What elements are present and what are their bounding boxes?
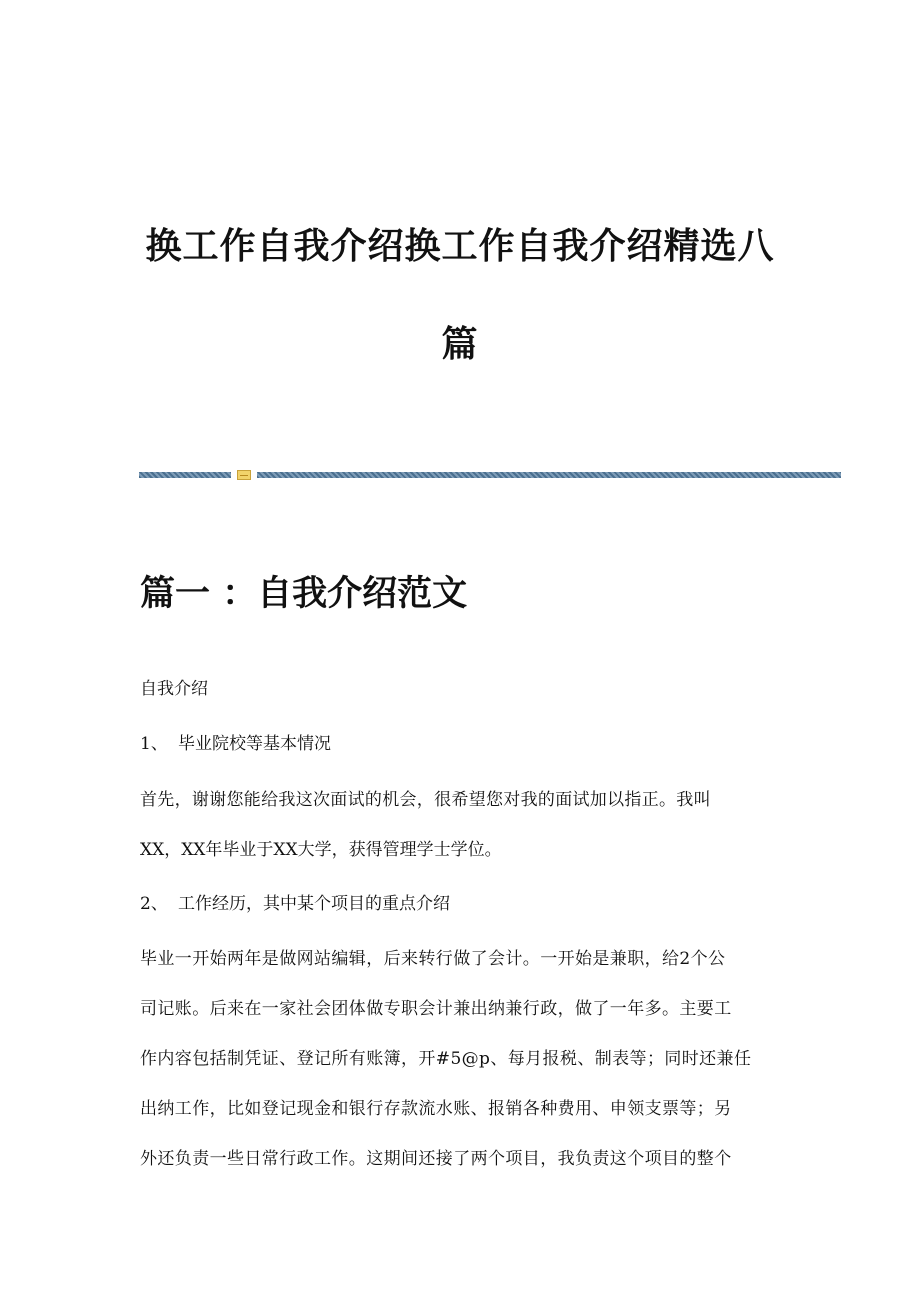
- list-item-2: [140, 889, 450, 914]
- list-item-number: 1、: [140, 734, 168, 754]
- paragraph-line: 出纳工作，比如登记现金和银行存款流水账、报销各种费用、申领支票等；另: [140, 1099, 732, 1119]
- paragraph-line: 外还负责一些日常行政工作。这期间还接了两个项目，我负责这个项目的整个: [140, 1149, 732, 1169]
- list-item-number: 2、: [140, 894, 168, 914]
- paragraph-line: XX，XX年毕业于XX大学，获得管理学士学位。: [140, 840, 502, 860]
- list-item-1: [140, 729, 331, 754]
- document-title-line-2: 篇: [441, 323, 479, 365]
- paragraph-line: 司记账。后来在一家社会团体做专职会计兼出纳兼行政，做了一年多。主要工: [140, 999, 732, 1019]
- document-title-line-1: 换工作自我介绍换工作自我介绍精选八: [145, 225, 775, 267]
- envelope-icon: [237, 470, 251, 480]
- divider-bar-right: [257, 472, 841, 478]
- paragraph-line: 作内容包括制凭证、登记所有账簿，开#5@p、每月报税、制表等；同时还兼任: [140, 1049, 752, 1069]
- list-item-label: 毕业院校等基本情况: [178, 734, 331, 754]
- paragraph-line: 首先，谢谢您能给我这次面试的机会，很希望您对我的面试加以指正。我叫: [140, 790, 711, 810]
- section-heading: 篇一 ：自我介绍范文: [140, 573, 468, 614]
- divider-bar-left: [139, 472, 231, 478]
- intro-label: 自我介绍: [140, 679, 208, 699]
- list-item-label: 工作经历，其中某个项目的重点介绍: [178, 894, 450, 914]
- paragraph-line: 毕业一开始两年是做网站编辑，后来转行做了会计。一开始是兼职，给2个公: [140, 949, 726, 969]
- decorative-divider: [139, 470, 841, 480]
